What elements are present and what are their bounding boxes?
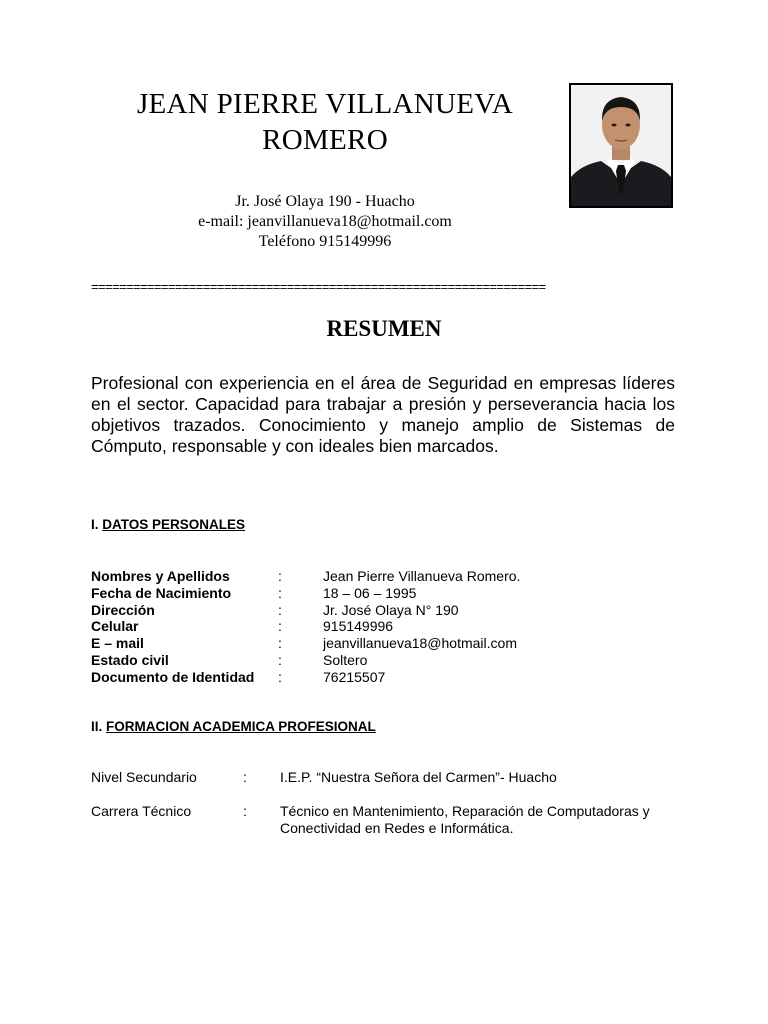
personal-row (91, 652, 520, 669)
phone-text: Teléfono 915149996 (258, 233, 392, 250)
resumen-heading: RESUMEN (326, 316, 442, 341)
row-label: Estado civil (91, 651, 169, 668)
address-text: Jr. José Olaya 190 - Huacho (235, 193, 415, 210)
candidate-name (90, 86, 560, 158)
row-label: Celular (91, 618, 139, 635)
education-value: I.E.P. “Nuestra Señora del Carmen”- Huacho (280, 769, 557, 785)
personal-row (91, 585, 520, 602)
person-photo-icon (571, 85, 671, 206)
personal-row (91, 618, 520, 635)
row-value: Soltero (323, 651, 368, 668)
row-value: Jean Pierre Villanueva Romero. (323, 568, 521, 584)
name-line-1: JEAN PIERRE VILLANUEVA (136, 88, 514, 120)
personal-data-heading (91, 517, 245, 532)
name-line-2: ROMERO (262, 124, 388, 156)
education-row (91, 803, 680, 837)
row-label: Nombres y Apellidos (91, 568, 230, 584)
section-number: II. (91, 719, 103, 734)
email-text: e-mail: jeanvillanueva18@hotmail.com (198, 213, 452, 230)
education-label: Nivel Secundario (91, 769, 197, 785)
profile-photo (569, 83, 673, 208)
row-colon: : (278, 568, 282, 584)
row-value: 76215507 (323, 668, 386, 685)
personal-data-table (91, 568, 520, 686)
row-colon: : (278, 651, 282, 668)
row-label: Dirección (91, 601, 155, 618)
personal-row (91, 568, 520, 585)
personal-row (91, 635, 520, 652)
row-label: Fecha de Nacimiento (91, 584, 232, 601)
contact-info (90, 192, 560, 252)
row-colon: : (278, 584, 282, 601)
row-value: Jr. José Olaya N° 190 (323, 601, 459, 618)
education-value: Técnico en Mantenimiento, Reparación de Computadoras y Conectividad en Redes e Informática. (280, 803, 650, 836)
row-colon: : (278, 668, 282, 685)
row-colon: : (278, 635, 282, 652)
education-label: Carrera Técnico (91, 803, 192, 819)
education-row (91, 769, 680, 786)
section-title: DATOS PERSONALES (102, 517, 246, 532)
section-divider: ================================================================= (91, 279, 546, 294)
section-title: FORMACION ACADEMICA PROFESIONAL (106, 719, 376, 734)
row-value: jeanvillanueva18@hotmail.com (323, 635, 517, 652)
personal-row (91, 602, 520, 619)
personal-row (91, 669, 520, 686)
resumen-paragraph: Profesional con experiencia en el área de Seguridad en empresas líderes en el sector. Capacidad para trabajar a presión y perseverancia hacia los objetivos trazados. Conocimiento y manejo amplio de Sistemas de Cómputo, responsable y con ideales bien marcados. (91, 373, 675, 456)
section-number: I. (91, 517, 99, 532)
row-label: E – mail (91, 635, 144, 652)
row-colon: : (278, 601, 282, 618)
education-heading (91, 719, 376, 734)
row-value: 18 – 06 – 1995 (323, 584, 417, 601)
row-label: Documento de Identidad (91, 668, 255, 685)
row-colon: : (278, 618, 282, 635)
education-colon: : (243, 769, 247, 785)
row-value: 915149996 (323, 618, 394, 635)
education-colon: : (243, 803, 247, 819)
